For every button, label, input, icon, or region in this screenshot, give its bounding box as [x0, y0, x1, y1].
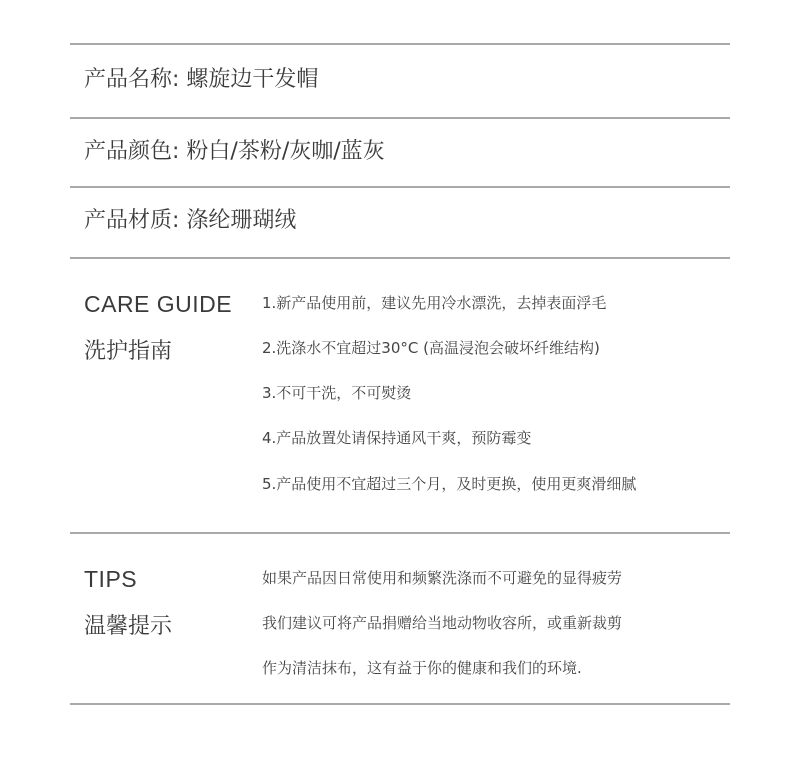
care-guide-item: 4.产品放置处请保持通风干爽，预防霉变 — [262, 429, 532, 447]
product-color: 产品颜色: 粉白/茶粉/灰咖/蓝灰 — [84, 139, 385, 164]
divider-after-color — [70, 186, 730, 188]
care-guide-title-en: CARE GUIDE — [84, 291, 233, 317]
divider-top — [70, 43, 730, 45]
care-guide-item: 2.洗涤水不宜超过30°C (高温浸泡会破坏纤维结构) — [262, 339, 600, 357]
care-guide-item: 1.新产品使用前，建议先用冷水漂洗，去掉表面浮毛 — [262, 294, 607, 312]
product-material: 产品材质: 涤纶珊瑚绒 — [84, 208, 297, 233]
divider-bottom — [70, 703, 730, 705]
divider-after-material — [70, 257, 730, 259]
tips-line: 我们建议可将产品捐赠给当地动物收容所，或重新裁剪 — [262, 614, 623, 632]
divider-after-name — [70, 117, 730, 119]
care-guide-item: 5.产品使用不宜超过三个月，及时更换，使用更爽滑细腻 — [262, 475, 637, 493]
tips-line: 如果产品因日常使用和频繁洗涤而不可避免的显得疲劳 — [262, 569, 623, 587]
tips-line: 作为清洁抹布，这有益于你的健康和我们的环境. — [262, 659, 582, 677]
divider-after-care-guide — [70, 532, 730, 534]
tips-title-cn: 温馨提示 — [84, 614, 173, 639]
care-guide-title-cn: 洗护指南 — [84, 339, 173, 364]
tips-title-en: TIPS — [84, 566, 138, 592]
care-guide-item: 3.不可干洗，不可熨烫 — [262, 384, 412, 402]
product-name: 产品名称: 螺旋边干发帽 — [84, 67, 319, 92]
